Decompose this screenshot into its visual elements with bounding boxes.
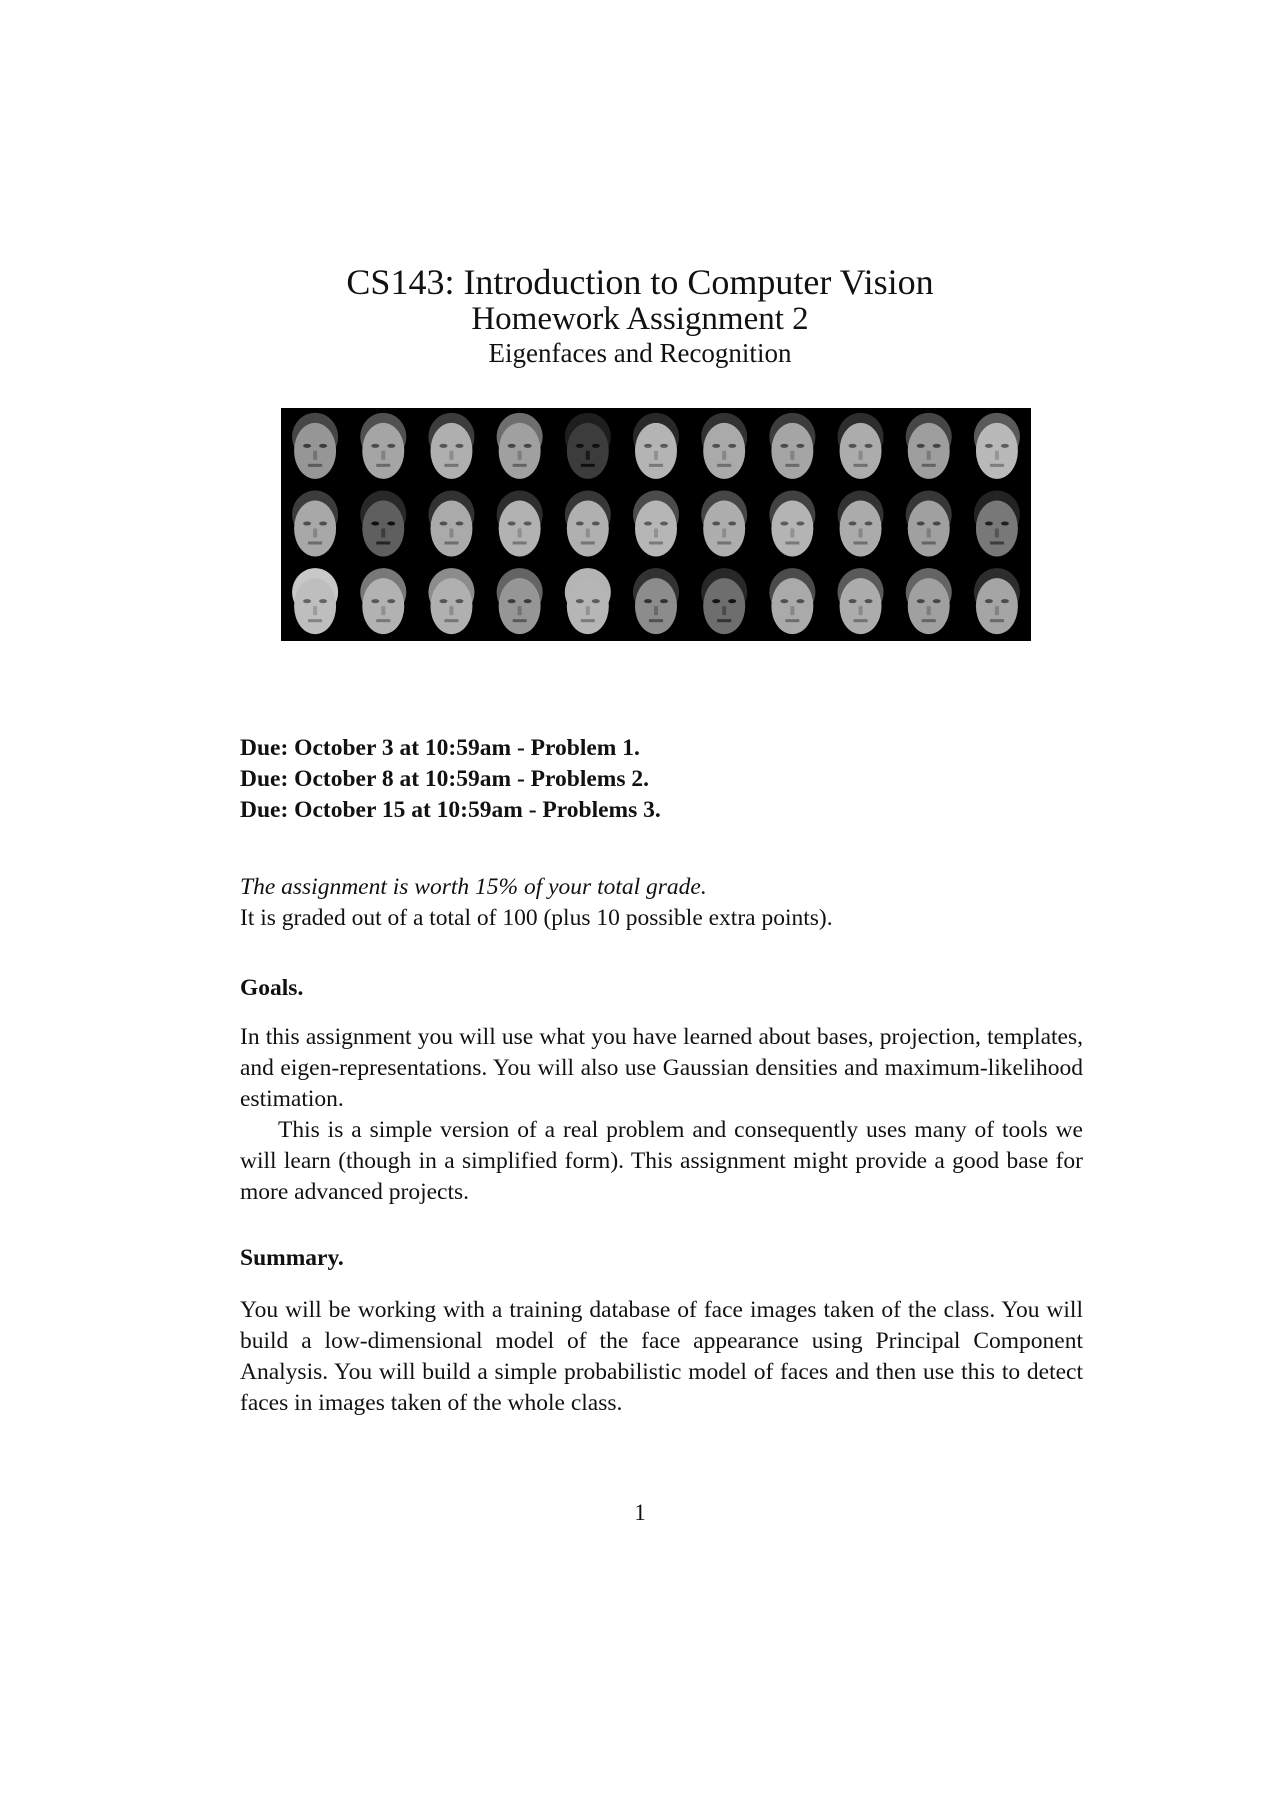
assignment-subtitle: Eigenfaces and Recognition bbox=[488, 338, 792, 368]
face-portrait bbox=[974, 491, 1020, 557]
due-date-1: Due: October 3 at 10:59am - Problem 1. bbox=[240, 735, 640, 761]
face-portrait bbox=[360, 568, 406, 634]
face-portrait bbox=[360, 413, 406, 479]
page-number: 1 bbox=[634, 1500, 646, 1525]
face-portrait bbox=[633, 568, 679, 634]
assignment-title: Homework Assignment 2 bbox=[471, 301, 809, 337]
face-portrait bbox=[701, 413, 747, 479]
face-portrait bbox=[838, 413, 884, 479]
face-grid-image bbox=[281, 408, 1031, 641]
face-portrait bbox=[769, 568, 815, 634]
due-date-2: Due: October 8 at 10:59am - Problems 2. bbox=[240, 766, 650, 792]
grade-info bbox=[240, 872, 1083, 934]
goals-paragraph-2: This is a simple version of a real problem and consequently uses many of tools we will learn (though in a simplified form). This assignment might provide a good base for more advanced projects. bbox=[240, 1117, 1083, 1205]
grade-worth: The assignment is worth 15% of your total grade. bbox=[240, 874, 707, 900]
goals-paragraph-1: In this assignment you will use what you have learned about bases, projection, templates, and eigen-representations. You will also use Gaussian densities and maximum-likelihood estimation. bbox=[240, 1024, 1083, 1112]
face-portrait bbox=[838, 568, 884, 634]
face-portrait bbox=[974, 568, 1020, 634]
face-portrait bbox=[428, 491, 474, 557]
due-dates bbox=[240, 733, 1083, 826]
face-portrait bbox=[292, 568, 338, 634]
face-portrait bbox=[633, 491, 679, 557]
face-portrait bbox=[565, 568, 611, 634]
face-portrait bbox=[292, 491, 338, 557]
face-portrait bbox=[701, 491, 747, 557]
course-title: CS143: Introduction to Computer Vision bbox=[346, 262, 934, 302]
face-portrait bbox=[428, 413, 474, 479]
face-portrait bbox=[292, 413, 338, 479]
goals-heading: Goals. bbox=[240, 975, 304, 1001]
face-portrait bbox=[565, 413, 611, 479]
face-portrait bbox=[497, 413, 543, 479]
face-portrait bbox=[906, 413, 952, 479]
face-portrait bbox=[633, 413, 679, 479]
face-portrait bbox=[769, 491, 815, 557]
face-portrait bbox=[906, 568, 952, 634]
due-date-3: Due: October 15 at 10:59am - Problems 3. bbox=[240, 797, 661, 823]
face-portrait bbox=[497, 568, 543, 634]
face-portrait bbox=[428, 568, 474, 634]
face-portrait bbox=[360, 491, 406, 557]
grade-total: It is graded out of a total of 100 (plus 10 possible extra points). bbox=[240, 905, 833, 931]
face-grid-svg bbox=[281, 408, 1031, 641]
face-portrait bbox=[701, 568, 747, 634]
face-portrait bbox=[769, 413, 815, 479]
summary-paragraph: You will be working with a training database of face images taken of the class. You will build a low-dimensional model of the face appearance using Principal Component Analysis. You will build a simple probabilistic model of faces and then use this to detect faces in images taken of the whole class. bbox=[240, 1297, 1083, 1416]
face-portrait bbox=[565, 491, 611, 557]
face-portrait bbox=[906, 491, 952, 557]
summary-heading: Summary. bbox=[240, 1245, 344, 1271]
title-block bbox=[0, 262, 1280, 370]
face-portrait bbox=[838, 491, 884, 557]
face-portrait bbox=[497, 491, 543, 557]
face-portrait bbox=[974, 413, 1020, 479]
